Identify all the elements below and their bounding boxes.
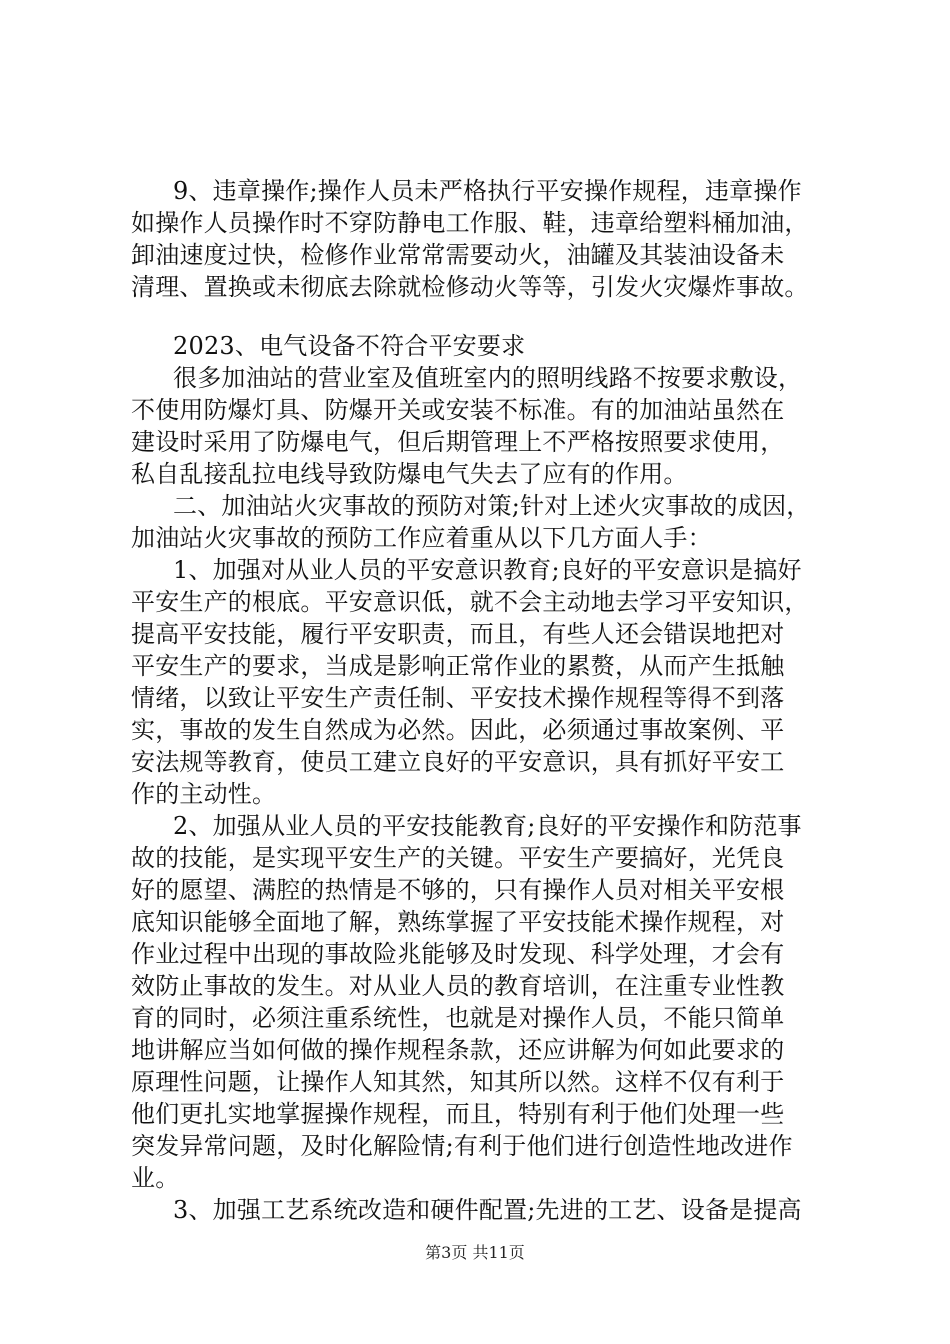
paragraph-line: 效防止事故的发生。对从业人员的教育培训，在注重专业性教 — [131, 972, 785, 1000]
paragraph-line: 卸油速度过快，检修作业常常需要动火，油罐及其装油设备未 — [131, 241, 785, 269]
paragraph-line: 好的愿望、满腔的热情是不够的，只有操作人员对相关平安根 — [131, 876, 785, 904]
paragraph-line: 清理、置换或未彻底去除就检修动火等等，引发火灾爆炸事故。 — [131, 273, 809, 301]
paragraph-line: 原理性问题，让操作人知其然，知其所以然。这样不仅有利于 — [131, 1068, 785, 1096]
paragraph-line: 2、加强从业人员的平安技能教育;良好的平安操作和防范事 — [173, 812, 802, 840]
paragraph-line: 地讲解应当如何做的操作规程条款，还应讲解为何如此要求的 — [131, 1036, 785, 1064]
section-heading: 2023、电气设备不符合平安要求 — [173, 332, 526, 360]
paragraph-line: 安法规等教育，使员工建立良好的平安意识，具有抓好平安工 — [131, 748, 785, 776]
paragraph-line: 二、加油站火灾事故的预防对策;针对上述火灾事故的成因， — [173, 492, 811, 520]
paragraph-line: 作业过程中出现的事故险兆能够及时发现、科学处理，才会有 — [131, 940, 785, 968]
paragraph-line: 底知识能够全面地了解，熟练掌握了平安技能术操作规程，对 — [131, 908, 785, 936]
paragraph-line: 提高平安技能，履行平安职责，而且，有些人还会错误地把对 — [131, 620, 785, 648]
paragraph-line: 9、违章操作;操作人员未严格执行平安操作规程，违章操作 — [173, 177, 802, 205]
paragraph-line: 1、加强对从业人员的平安意识教育;良好的平安意识是搞好 — [173, 556, 802, 584]
paragraph-line: 故的技能，是实现平安生产的关键。平安生产要搞好，光凭良 — [131, 844, 785, 872]
paragraph-line: 作的主动性。 — [131, 780, 277, 808]
paragraph-line: 建设时采用了防爆电气，但后期管理上不严格按照要求使用， — [131, 428, 785, 456]
page-number-footer: 第3页 共11页 — [425, 1243, 525, 1262]
paragraph-line: 如操作人员操作时不穿防静电工作服、鞋，违章给塑料桶加油， — [131, 209, 809, 237]
paragraph-line: 实，事故的发生自然成为必然。因此，必须通过事故案例、平 — [131, 716, 785, 744]
paragraph-line: 很多加油站的营业室及值班室内的照明线路不按要求敷设， — [173, 364, 803, 392]
paragraph-line: 他们更扎实地掌握操作规程，而且，特别有利于他们处理一些 — [131, 1100, 785, 1128]
paragraph-line: 3、加强工艺系统改造和硬件配置;先进的工艺、设备是提高 — [173, 1196, 802, 1224]
paragraph-line: 业。 — [131, 1164, 180, 1192]
paragraph-line: 突发异常问题，及时化解险情;有利于他们进行创造性地改进作 — [131, 1132, 793, 1160]
paragraph-line: 私自乱接乱拉电线导致防爆电气失去了应有的作用。 — [131, 460, 688, 488]
paragraph-line: 不使用防爆灯具、防爆开关或安装不标准。有的加油站虽然在 — [131, 396, 785, 424]
paragraph-line: 情绪，以致让平安生产责任制、平安技术操作规程等得不到落 — [131, 684, 785, 712]
paragraph-line: 育的同时，必须注重系统性，也就是对操作人员，不能只简单 — [131, 1004, 785, 1032]
paragraph-line: 平安生产的要求，当成是影响正常作业的累赘，从而产生抵触 — [131, 652, 785, 680]
paragraph-line: 平安生产的根底。平安意识低，就不会主动地去学习平安知识， — [131, 588, 809, 616]
paragraph-line: 加油站火灾事故的预防工作应着重从以下几方面人手： — [131, 524, 712, 552]
